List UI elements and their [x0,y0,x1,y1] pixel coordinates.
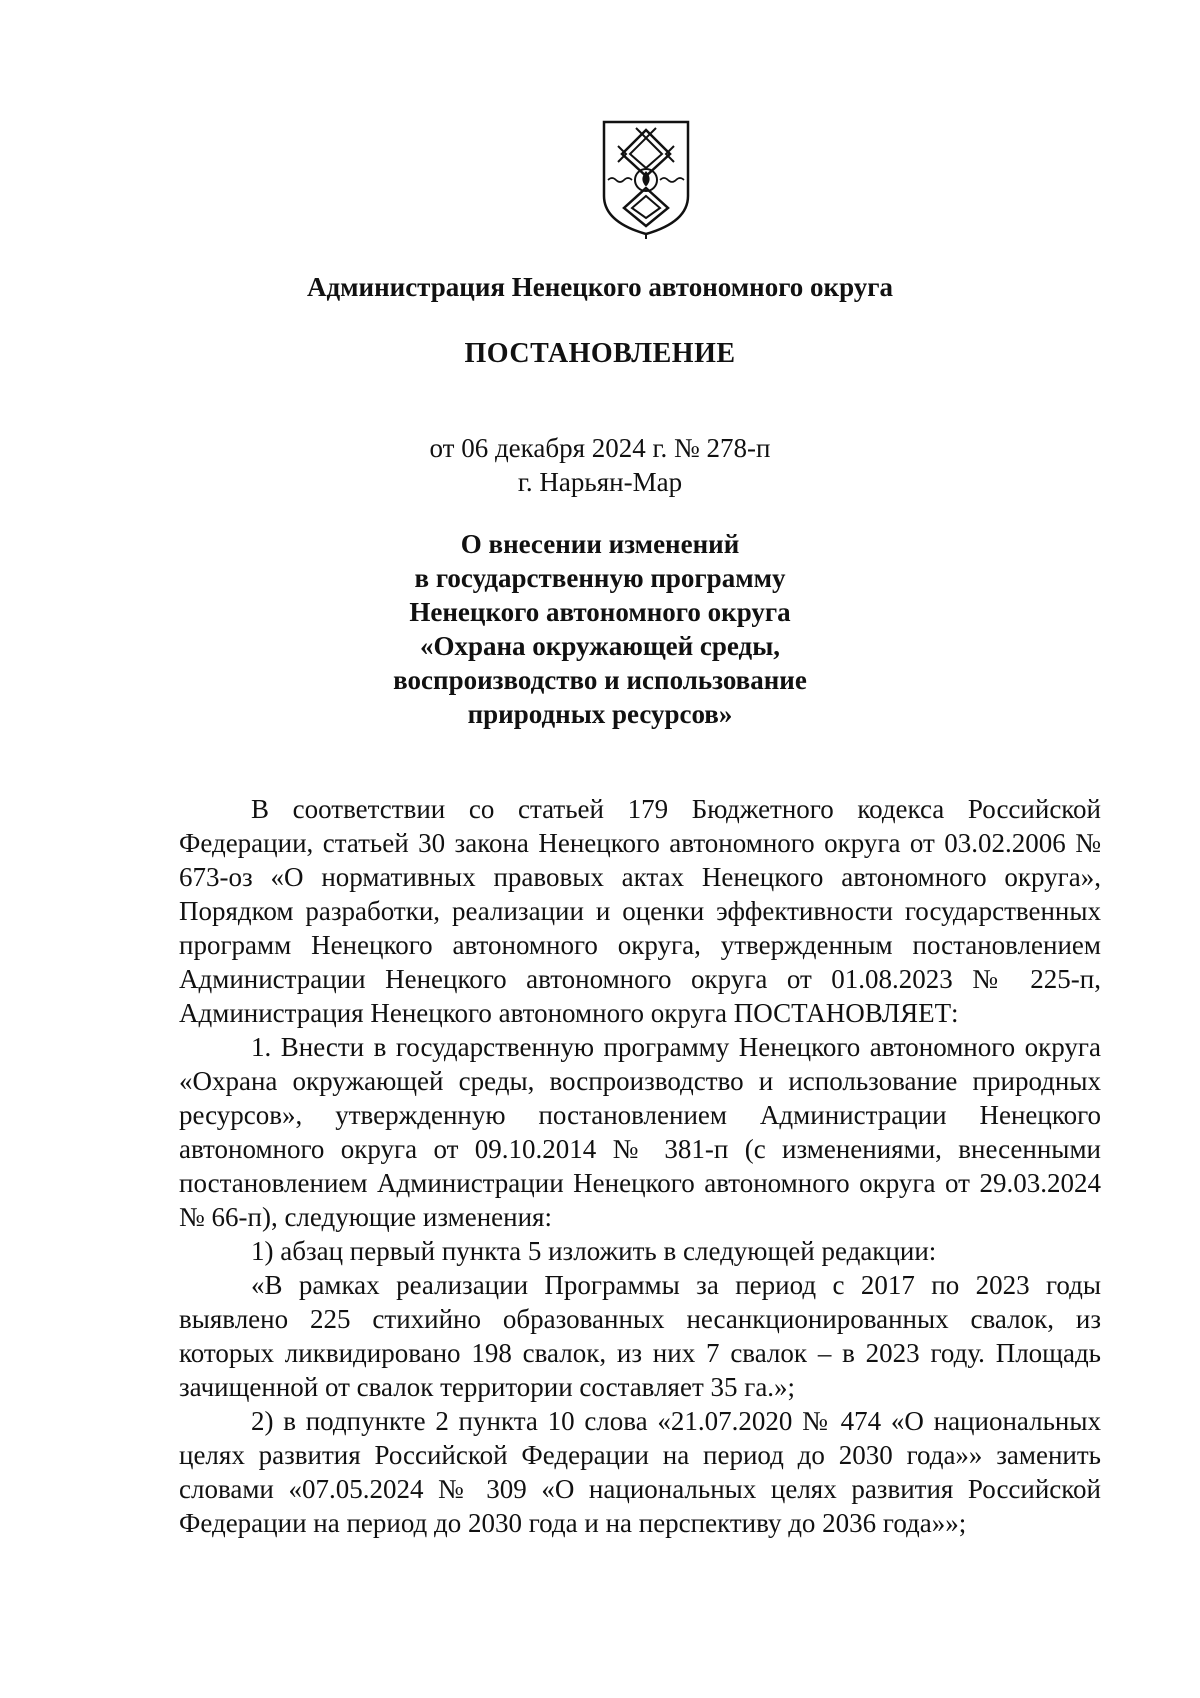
body-paragraph-preamble: В соответствии со статьей 179 Бюджетного кодекса Российской Федерации, статьей 30 закона Ненецкого автономного округа от 03.02.2006 № 673-оз «О нормативных правовых актах Ненецкого автономного округа», Порядком разработки, реализации и оценки эффективности государственных программ Ненецкого автономного округа, утвержденным постановлением Администрации Ненецкого автономного округа от 01.08.2023 № 225-п, Администрация Ненецкого автономного округа ПОСТАНОВЛЯЕТ: [179,794,1101,1028]
body-paragraph-subitem-2: 2) в подпункте 2 пункта 10 слова «21.07.2020 № 474 «О национальных целях развития Российской Федерации на период до 2030 года»» заменить словами «07.05.2024 № 309 «О национальных целях развития Российской Федерации на период до 2030 года и на перспективу до 2036 года»»; [179,1406,1101,1538]
title-line: в государственную программу [414,563,786,593]
title-line: Ненецкого автономного округа [409,597,791,627]
body-paragraph-subitem-1: 1) абзац первый пункта 5 изложить в следующей редакции: [251,1236,937,1266]
nenets-coat-of-arms-icon [600,118,692,240]
document-city: г. Нарьян-Мар [517,467,683,497]
title-line: воспроизводство и использование [393,665,807,695]
document-title [0,527,1200,731]
organization-name: Администрация Ненецкого автономного округа [306,272,894,302]
body-paragraph-quote: «В рамках реализации Программы за период с 2017 по 2023 годы выявлено 225 стихийно образованных несанкционированных свалок, из которых ликвидировано 198 свалок, из них 7 свалок – в 2023 году. Площадь зачищенной от свалок территории составляет 35 га.»; [179,1270,1101,1402]
document-type: ПОСТАНОВЛЕНИЕ [464,338,736,369]
document-date-number: от 06 декабря 2024 г. № 278-п [429,433,771,463]
body-paragraph-item-1: 1. Внести в государственную программу Ненецкого автономного округа «Охрана окружающей среды, воспроизводство и использование природных ресурсов», утвержденную постановлением Администрации Ненецкого автономного округа от 09.10.2014 № 381-п (с изменениями, внесенными постановлением Администрации Ненецкого автономного округа от 29.03.2024 № 66-п), следующие изменения: [179,1032,1101,1232]
title-line: О внесении изменений [460,529,740,559]
title-line: «Охрана окружающей среды, [419,631,781,661]
title-line: природных ресурсов» [467,699,733,729]
document-body [179,792,1101,1540]
